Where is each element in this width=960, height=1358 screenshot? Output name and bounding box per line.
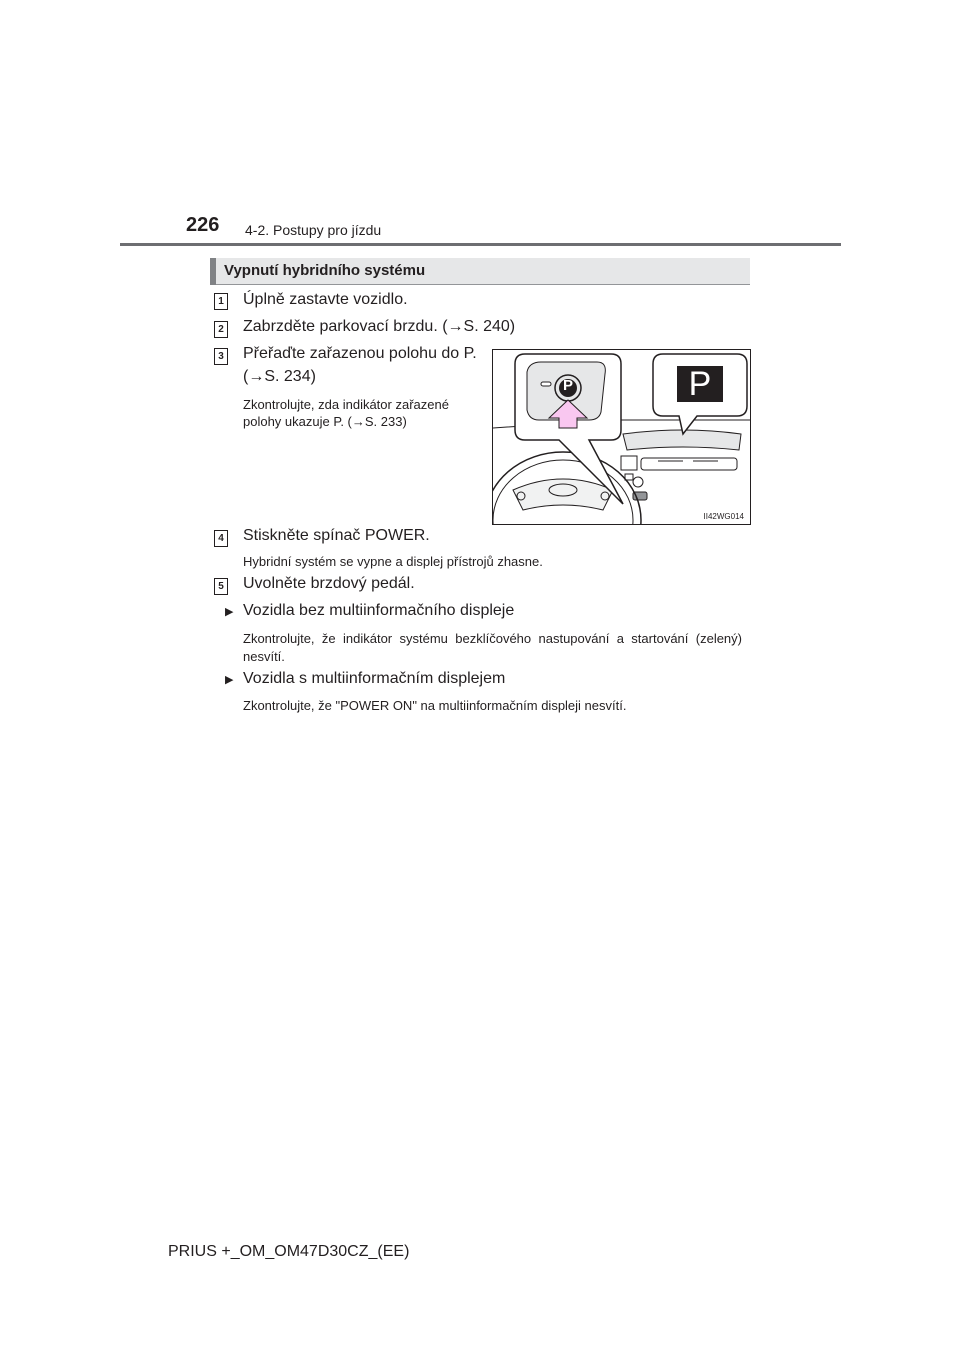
step-number-3: 3 (214, 348, 228, 365)
step-3-note-line1: Zkontrolujte, zda indikátor zařazené (243, 397, 449, 412)
section-title: Vypnutí hybridního systému (224, 262, 426, 279)
triangle-bullet-icon: ▶ (225, 606, 234, 618)
step-3-text-line1: Přeřaďte zařazenou polohu do P. (243, 345, 477, 362)
step-number-5: 5 (214, 578, 228, 595)
shift-indicator-display-letter: P (688, 365, 712, 403)
illustration-code: II42WG014 (703, 512, 744, 521)
bullet-1-text: Vozidla bez multiinformačního displeje (243, 602, 515, 619)
step-5-text: Uvolněte brzdový pedál. (243, 575, 415, 592)
triangle-bullet-icon: ▶ (225, 674, 234, 686)
step-3-text-line2: (→S. 234) (243, 368, 316, 385)
step-number-4: 4 (214, 530, 228, 547)
header-rule (120, 243, 841, 246)
step-1-text: Úplně zastavte vozidlo. (243, 291, 408, 308)
bullet-2-text: Vozidla s multiinformačním displejem (243, 670, 506, 687)
shift-position-illustration (492, 349, 751, 525)
page-number: 226 (186, 214, 220, 236)
shift-button-letter: P (562, 377, 573, 394)
step-4-note: Hybridní systém se vypne a displej přístrojů zhasne. (243, 554, 543, 569)
section-header (210, 258, 750, 285)
step-number-2: 2 (214, 321, 228, 338)
chapter-title: 4-2. Postupy pro jízdu (245, 222, 382, 238)
step-number-1: 1 (214, 293, 228, 310)
step-4-text: Stiskněte spínač POWER. (243, 527, 430, 544)
step-2-text: Zabrzděte parkovací brzdu. (→S. 240) (243, 318, 516, 335)
bullet-1-note: Zkontrolujte, že indikátor systému bezklíčového nastupování a startování (zelený) nesvítí. (243, 631, 742, 664)
step-3-note-line2: polohy ukazuje P. (→S. 233) (243, 414, 407, 429)
bullet-2-note: Zkontrolujte, že "POWER ON" na multiinformačním displeji nesvítí. (243, 698, 627, 713)
section-accent (210, 258, 216, 285)
document-footer: PRIUS +_OM_OM47D30CZ_(EE) (168, 1243, 410, 1260)
